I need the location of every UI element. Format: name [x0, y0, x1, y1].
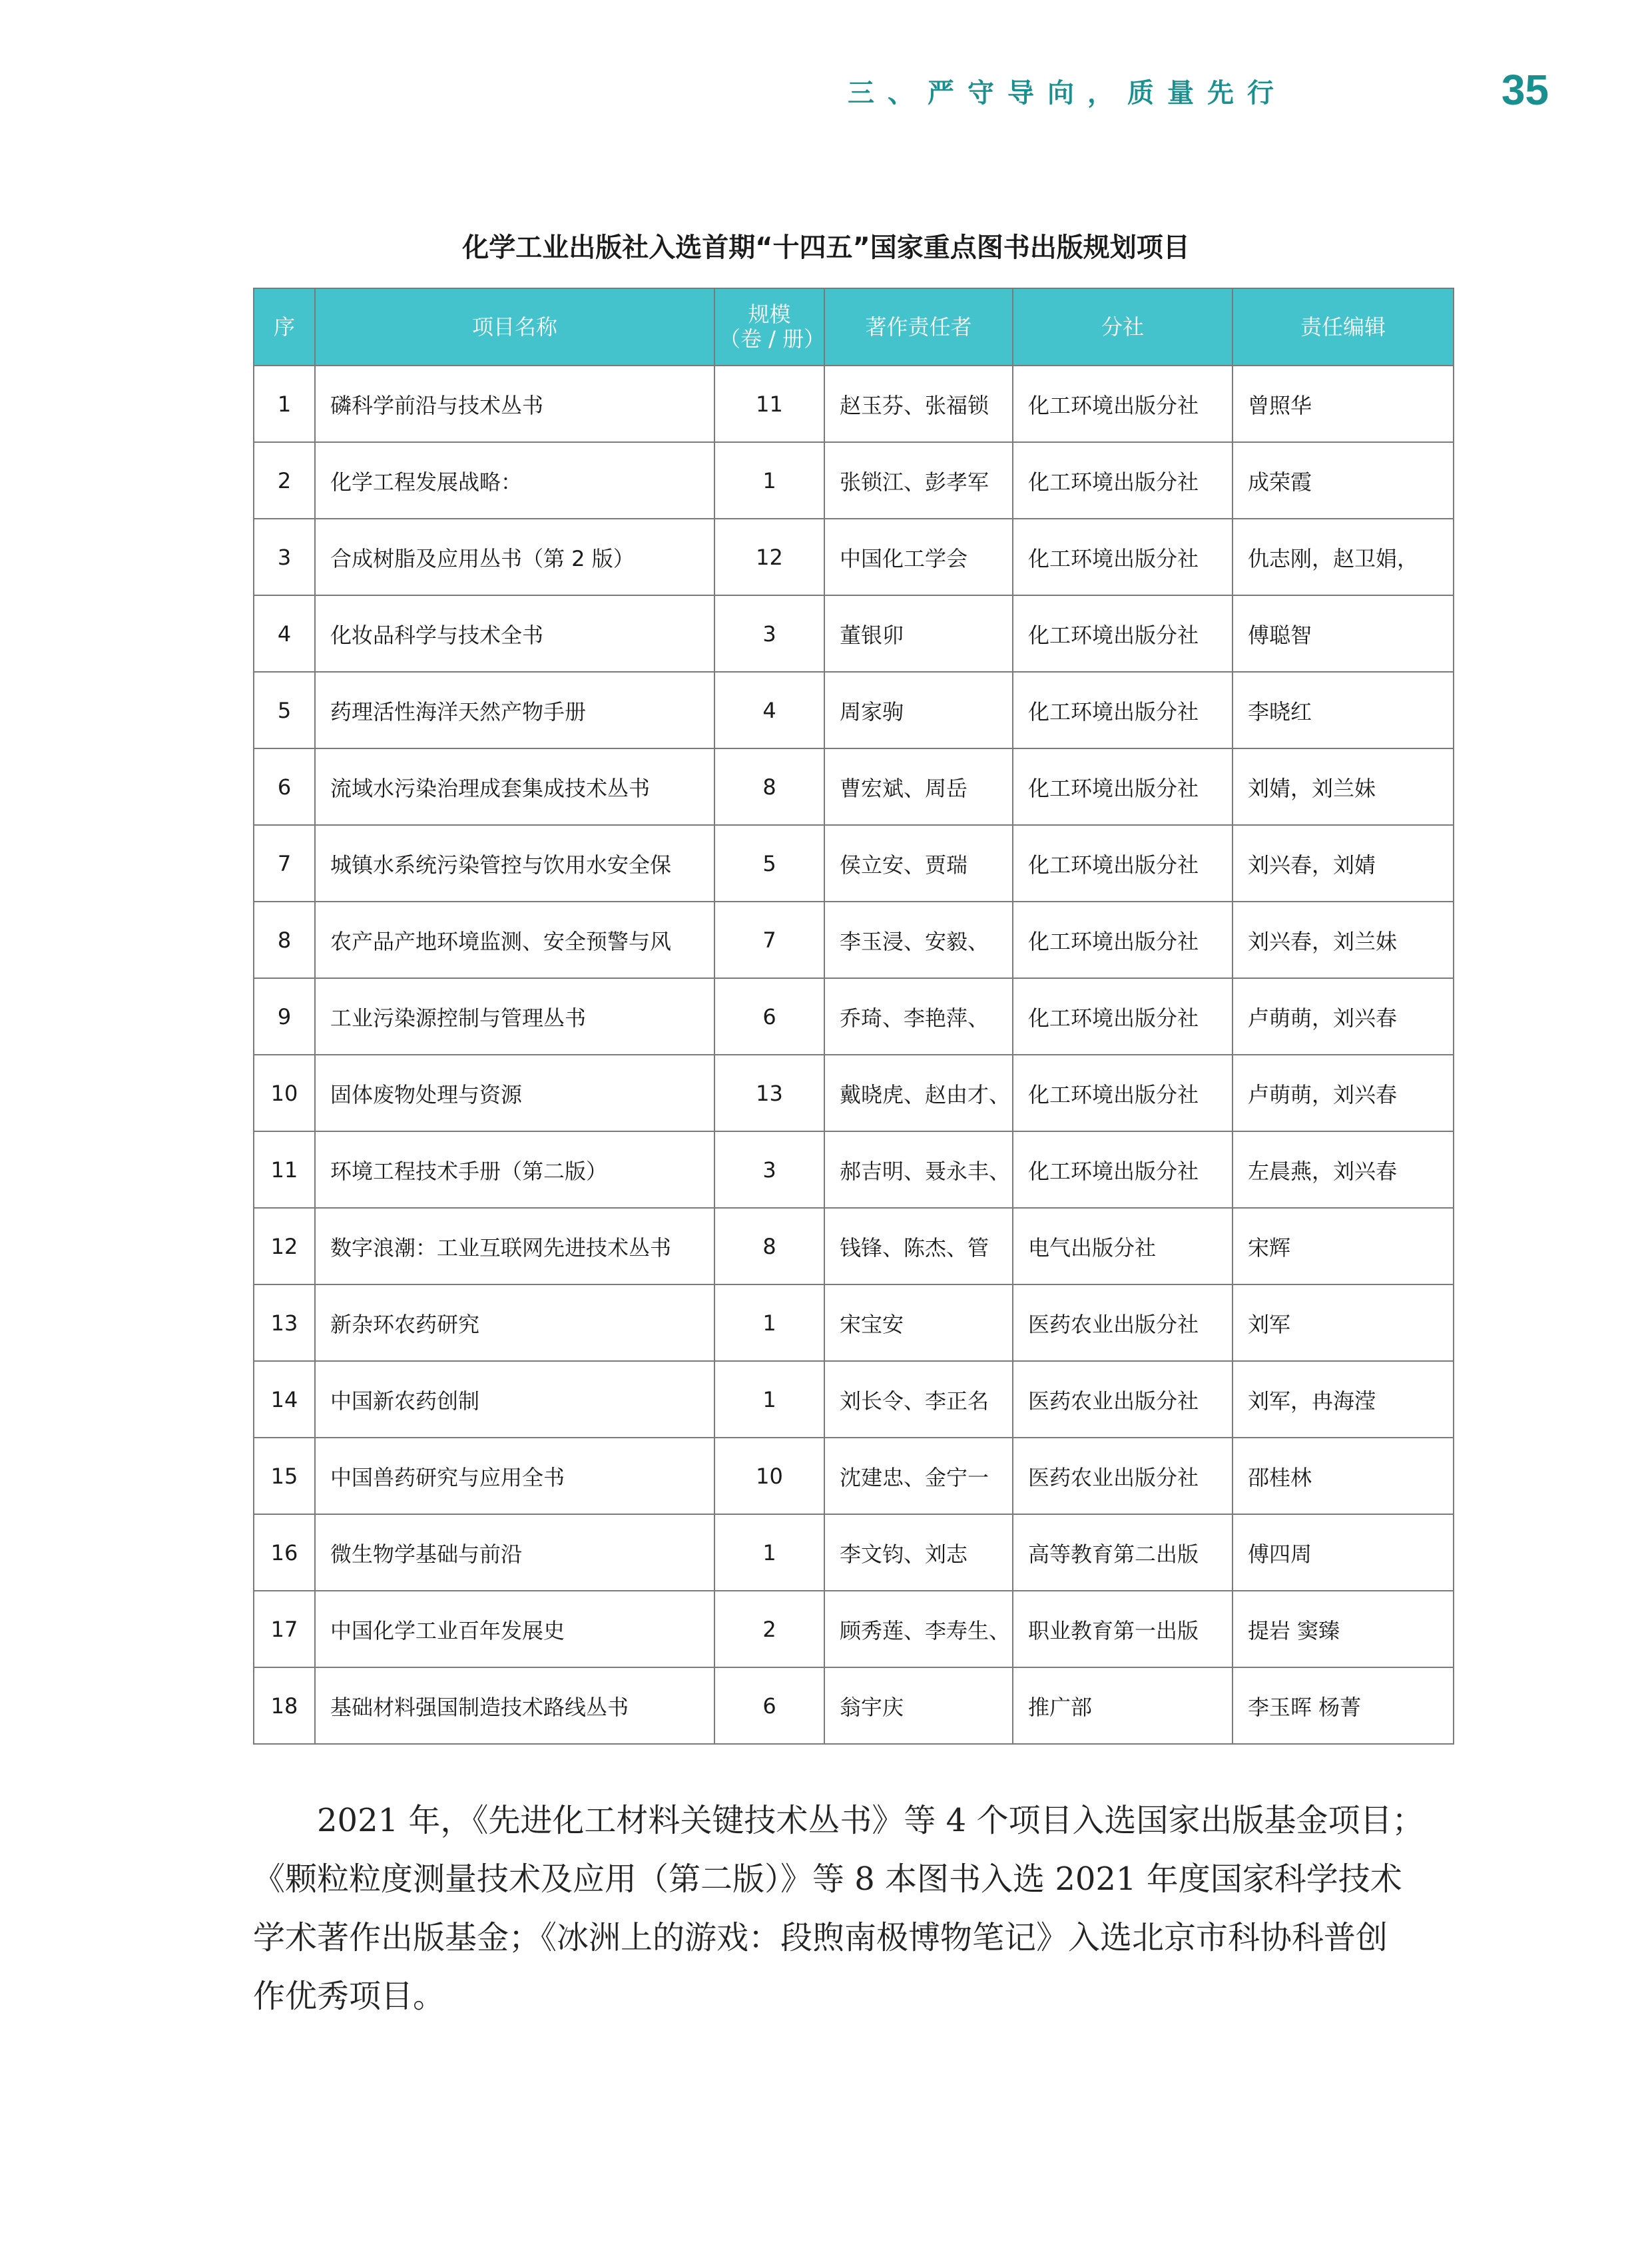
table-row — [254, 902, 1454, 978]
cell-authors: 李文钧、刘志 — [824, 1514, 1013, 1591]
cell-num: 3 — [254, 519, 315, 595]
cell-editor: 傅四周 — [1233, 1514, 1454, 1591]
cell-name: 化妆品科学与技术全书 — [315, 595, 714, 672]
cell-scale: 5 — [714, 825, 824, 902]
cell-editor: 刘婧，刘兰妹 — [1233, 748, 1454, 825]
cell-num: 11 — [254, 1131, 315, 1208]
cell-editor: 成荣霞 — [1233, 442, 1454, 519]
cell-scale: 13 — [714, 1055, 824, 1131]
cell-editor: 刘军 — [1233, 1284, 1454, 1361]
cell-scale: 1 — [714, 442, 824, 519]
cell-editor: 李晓红 — [1233, 672, 1454, 748]
paragraph-line: 学术著作出版基金；《冰洲上的游戏：段煦南极博物笔记》入选北京市科协科普创 — [253, 1919, 1388, 1956]
cell-branch: 化工环境出版分社 — [1013, 595, 1233, 672]
table-row — [254, 1667, 1454, 1744]
cell-authors: 宋宝安 — [824, 1284, 1013, 1361]
cell-name: 数字浪潮：工业互联网先进技术丛书 — [315, 1208, 714, 1284]
cell-scale: 10 — [714, 1438, 824, 1514]
table-row — [254, 1131, 1454, 1208]
table-row — [254, 1284, 1454, 1361]
cell-branch: 职业教育第一出版 — [1013, 1591, 1233, 1667]
cell-scale: 1 — [714, 1361, 824, 1438]
table-row — [254, 1591, 1454, 1667]
cell-authors: 中国化工学会 — [824, 519, 1013, 595]
table-row — [254, 595, 1454, 672]
cell-num: 2 — [254, 442, 315, 519]
cell-scale: 3 — [714, 1131, 824, 1208]
cell-name: 磷科学前沿与技术丛书 — [315, 366, 714, 442]
cell-authors: 刘长令、李正名 — [824, 1361, 1013, 1438]
table-row — [254, 825, 1454, 902]
paragraph-line: 2021 年，《先进化工材料关键技术丛书》等 4 个项目入选国家出版基金项目； — [317, 1802, 1424, 1839]
table-row — [254, 748, 1454, 825]
cell-scale: 1 — [714, 1514, 824, 1591]
cell-name: 工业污染源控制与管理丛书 — [315, 978, 714, 1055]
cell-num: 8 — [254, 902, 315, 978]
cell-name: 固体废物处理与资源 — [315, 1055, 714, 1131]
cell-authors: 翁宇庆 — [824, 1667, 1013, 1744]
header-editor: 责任编辑 — [1233, 288, 1454, 366]
cell-authors: 李玉浸、安毅、 — [824, 902, 1013, 978]
header-num: 序 — [254, 288, 315, 366]
cell-branch: 化工环境出版分社 — [1013, 672, 1233, 748]
cell-num: 5 — [254, 672, 315, 748]
cell-scale: 3 — [714, 595, 824, 672]
table-header-row — [254, 288, 1454, 366]
cell-name: 微生物学基础与前沿 — [315, 1514, 714, 1591]
cell-editor: 邵桂林 — [1233, 1438, 1454, 1514]
section-title: 三、严守导向，质量先行 — [848, 78, 1287, 109]
cell-branch: 化工环境出版分社 — [1013, 902, 1233, 978]
header-scale-line2: （卷 / 册） — [719, 326, 826, 352]
cell-editor: 宋辉 — [1233, 1208, 1454, 1284]
cell-authors: 沈建忠、金宁一 — [824, 1438, 1013, 1514]
cell-name: 药理活性海洋天然产物手册 — [315, 672, 714, 748]
cell-editor: 刘兴春，刘婧 — [1233, 825, 1454, 902]
body-paragraph — [253, 1791, 1453, 2026]
cell-authors: 侯立安、贾瑞 — [824, 825, 1013, 902]
cell-name: 环境工程技术手册（第二版） — [315, 1131, 714, 1208]
cell-branch: 电气出版分社 — [1013, 1208, 1233, 1284]
cell-branch: 化工环境出版分社 — [1013, 1131, 1233, 1208]
cell-num: 13 — [254, 1284, 315, 1361]
cell-scale: 4 — [714, 672, 824, 748]
cell-authors: 董银卯 — [824, 595, 1013, 672]
table-row — [254, 1514, 1454, 1591]
cell-editor: 仇志刚，赵卫娟， — [1233, 519, 1454, 595]
cell-scale: 6 — [714, 1667, 824, 1744]
header-scale — [714, 288, 824, 366]
cell-num: 12 — [254, 1208, 315, 1284]
cell-name: 中国新农药创制 — [315, 1361, 714, 1438]
cell-name: 中国化学工业百年发展史 — [315, 1591, 714, 1667]
cell-num: 17 — [254, 1591, 315, 1667]
cell-name: 化学工程发展战略： — [315, 442, 714, 519]
header-name: 项目名称 — [315, 288, 714, 366]
cell-editor: 李玉晖 杨菁 — [1233, 1667, 1454, 1744]
header-branch: 分社 — [1013, 288, 1233, 366]
table-row — [254, 442, 1454, 519]
cell-editor: 左晨燕，刘兴春 — [1233, 1131, 1454, 1208]
cell-num: 16 — [254, 1514, 315, 1591]
cell-scale: 1 — [714, 1284, 824, 1361]
cell-name: 基础材料强国制造技术路线丛书 — [315, 1667, 714, 1744]
cell-scale: 8 — [714, 1208, 824, 1284]
cell-branch: 推广部 — [1013, 1667, 1233, 1744]
cell-num: 10 — [254, 1055, 315, 1131]
cell-authors: 周家驹 — [824, 672, 1013, 748]
cell-branch: 医药农业出版分社 — [1013, 1438, 1233, 1514]
cell-authors: 顾秀莲、李寿生、 — [824, 1591, 1013, 1667]
table-row — [254, 1208, 1454, 1284]
cell-num: 15 — [254, 1438, 315, 1514]
cell-scale: 12 — [714, 519, 824, 595]
cell-editor: 刘军，冉海滢 — [1233, 1361, 1454, 1438]
cell-branch: 化工环境出版分社 — [1013, 978, 1233, 1055]
paragraph-line: 《颗粒粒度测量技术及应用（第二版）》等 8 本图书入选 2021 年度国家科学技术 — [253, 1860, 1402, 1898]
cell-num: 9 — [254, 978, 315, 1055]
cell-authors: 赵玉芬、张福锁 — [824, 366, 1013, 442]
project-table — [253, 288, 1454, 1745]
cell-num: 7 — [254, 825, 315, 902]
cell-editor: 傅聪智 — [1233, 595, 1454, 672]
table-row — [254, 1055, 1454, 1131]
cell-num: 14 — [254, 1361, 315, 1438]
header-scale-line1: 规模 — [748, 302, 791, 328]
cell-authors: 郝吉明、聂永丰、 — [824, 1131, 1013, 1208]
table-row — [254, 978, 1454, 1055]
table-row — [254, 672, 1454, 748]
cell-scale: 6 — [714, 978, 824, 1055]
cell-branch: 化工环境出版分社 — [1013, 519, 1233, 595]
cell-branch: 化工环境出版分社 — [1013, 442, 1233, 519]
cell-authors: 乔琦、李艳萍、 — [824, 978, 1013, 1055]
cell-scale: 11 — [714, 366, 824, 442]
cell-name: 城镇水系统污染管控与饮用水安全保 — [315, 825, 714, 902]
cell-num: 1 — [254, 366, 315, 442]
cell-editor: 卢萌萌，刘兴春 — [1233, 1055, 1454, 1131]
table-row — [254, 366, 1454, 442]
cell-authors: 张锁江、彭孝军 — [824, 442, 1013, 519]
cell-editor: 提岩 窦臻 — [1233, 1591, 1454, 1667]
cell-num: 18 — [254, 1667, 315, 1744]
cell-editor: 卢萌萌，刘兴春 — [1233, 978, 1454, 1055]
cell-branch: 化工环境出版分社 — [1013, 748, 1233, 825]
cell-scale: 8 — [714, 748, 824, 825]
cell-num: 4 — [254, 595, 315, 672]
cell-scale: 2 — [714, 1591, 824, 1667]
table-row — [254, 1361, 1454, 1438]
cell-name: 新杂环农药研究 — [315, 1284, 714, 1361]
cell-branch: 化工环境出版分社 — [1013, 1055, 1233, 1131]
cell-editor: 刘兴春，刘兰妹 — [1233, 902, 1454, 978]
cell-branch: 高等教育第二出版 — [1013, 1514, 1233, 1591]
cell-branch: 化工环境出版分社 — [1013, 366, 1233, 442]
header-authors: 著作责任者 — [824, 288, 1013, 366]
cell-num: 6 — [254, 748, 315, 825]
cell-editor: 曾照华 — [1233, 366, 1454, 442]
cell-authors: 曹宏斌、周岳 — [824, 748, 1013, 825]
cell-name: 流域水污染治理成套集成技术丛书 — [315, 748, 714, 825]
table-row — [254, 1438, 1454, 1514]
cell-branch: 医药农业出版分社 — [1013, 1361, 1233, 1438]
cell-scale: 7 — [714, 902, 824, 978]
cell-authors: 钱锋、陈杰、管 — [824, 1208, 1013, 1284]
cell-branch: 化工环境出版分社 — [1013, 825, 1233, 902]
paragraph-line: 作优秀项目。 — [253, 1978, 445, 2015]
cell-branch: 医药农业出版分社 — [1013, 1284, 1233, 1361]
cell-name: 合成树脂及应用丛书（第 2 版） — [315, 519, 714, 595]
table-title: 化学工业出版社入选首期“十四五”国家重点图书出版规划项目 — [462, 232, 1190, 263]
page-number: 35 — [1501, 66, 1549, 114]
cell-name: 农产品产地环境监测、安全预警与风 — [315, 902, 714, 978]
table-row — [254, 519, 1454, 595]
cell-authors: 戴晓虎、赵由才、 — [824, 1055, 1013, 1131]
cell-name: 中国兽药研究与应用全书 — [315, 1438, 714, 1514]
